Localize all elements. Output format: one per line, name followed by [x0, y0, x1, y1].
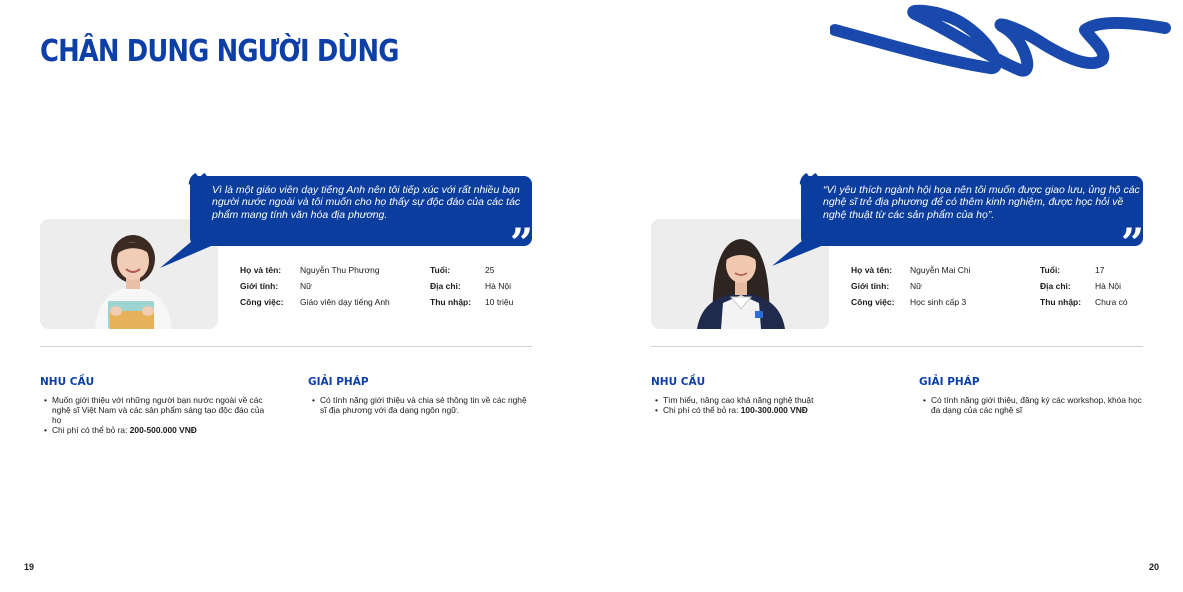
income-value: 10 triệu — [485, 297, 514, 307]
solutions-list — [308, 395, 532, 415]
solution-heading: GIẢI PHÁP — [308, 376, 369, 388]
list-item: • Muốn giới thiệu với những người bạn nước ngoài về các nghệ sĩ Việt Nam và các sản phẩm sáng tạo độc đáo của họ — [40, 395, 265, 425]
list-item — [40, 425, 265, 435]
persona-1-quote: Vì là một giáo viên dạy tiếng Anh nên tôi tiếp xúc với rất nhiều bạn người nước ngoài và tôi muốn cho họ thấy sự độc đáo của các tác phẩm mang tính văn hóa địa phương. — [212, 184, 521, 221]
budget-value: 100-300.000 VNĐ — [740, 405, 808, 415]
age-label: Tuổi: — [1040, 265, 1061, 275]
address-value: Hà Nội — [1095, 281, 1121, 291]
budget-label: Chi phí có thể bỏ ra: — [663, 405, 741, 415]
name-label: Họ và tên: — [851, 265, 893, 275]
divider — [651, 346, 1143, 347]
needs-list — [651, 395, 876, 415]
job-label: Công việc: — [240, 297, 284, 307]
income-label: Thu nhập: — [430, 297, 472, 307]
gender-label: Giới tính: — [240, 281, 279, 291]
needs-heading: NHU CẦU — [40, 376, 95, 388]
job-label: Công việc: — [851, 297, 895, 307]
page-number: 20 — [1149, 562, 1160, 572]
close-quote-icon: ” — [510, 220, 534, 267]
job-value: Học sinh cấp 3 — [910, 297, 967, 307]
age-label: Tuổi: — [430, 265, 451, 275]
name-value: Nguyễn Mai Chi — [910, 265, 971, 275]
open-quote-icon: “ — [186, 166, 210, 213]
solution-heading: GIẢI PHÁP — [919, 376, 980, 388]
income-value: Chưa có — [1095, 297, 1128, 307]
budget-label: Chi phí có thể bỏ ra: — [52, 425, 130, 435]
needs-heading: NHU CẦU — [651, 376, 706, 388]
close-quote-icon: ” — [1121, 220, 1145, 267]
list-item — [651, 405, 876, 415]
persona-1-quote-bubble — [190, 176, 532, 246]
needs-list — [40, 395, 265, 435]
list-item: • Tìm hiểu, nâng cao khả năng nghệ thuật — [651, 395, 876, 405]
list-item: • Có tính năng giới thiệu, đăng ký các workshop, khóa học đa dạng của các nghệ sĩ — [919, 395, 1143, 415]
open-quote-icon: “ — [797, 166, 821, 213]
solutions-list — [919, 395, 1143, 415]
page-number: 19 — [24, 562, 35, 572]
persona-2-quote-bubble — [801, 176, 1143, 246]
address-label: Địa chỉ: — [1040, 281, 1071, 291]
persona-2-quote: “Vì yêu thích ngành hội họa nên tôi muốn được giao lưu, ủng hộ các nghệ sĩ trẻ địa phương để có thêm kinh nghiệm, được học hỏi về nghệ thuật từ các sản phẩm của họ”. — [823, 184, 1140, 221]
brush-stroke-decoration — [830, 0, 1183, 90]
page-title: CHÂN DUNG NGƯỜI DÙNG — [40, 34, 399, 69]
gender-label: Giới tính: — [851, 281, 890, 291]
name-label: Họ và tên: — [240, 265, 282, 275]
list-item: • Có tính năng giới thiệu và chia sẻ thông tin về các nghệ sĩ địa phương với đa dạng ngôn ngữ. — [308, 395, 532, 415]
budget-value: 200-500.000 VNĐ — [129, 425, 197, 435]
divider — [40, 346, 532, 347]
age-value: 25 — [485, 265, 495, 275]
job-value: Giáo viên dạy tiếng Anh — [300, 297, 390, 307]
gender-value: Nữ — [300, 281, 312, 291]
name-value: Nguyễn Thu Phương — [300, 265, 380, 275]
address-label: Địa chỉ: — [430, 281, 461, 291]
income-label: Thu nhập: — [1040, 297, 1082, 307]
gender-value: Nữ — [910, 281, 922, 291]
age-value: 17 — [1095, 265, 1105, 275]
address-value: Hà Nội — [485, 281, 511, 291]
